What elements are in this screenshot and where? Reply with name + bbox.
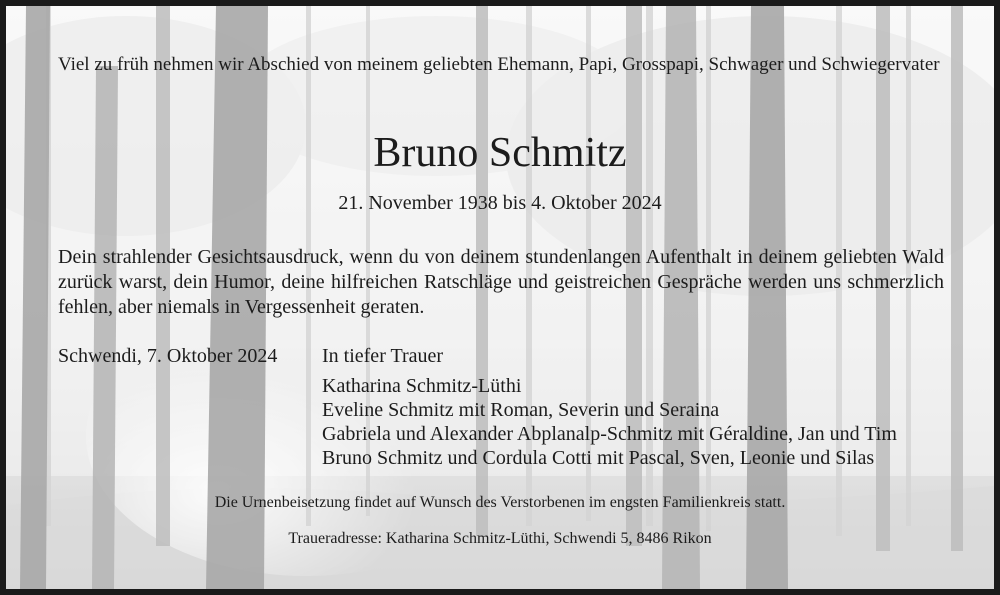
- mourning-address: Traueradresse: Katharina Schmitz-Lüthi, Schwendi 5, 8486 Rikon: [288, 530, 712, 547]
- mourning-heading: In tiefer Trauer: [322, 345, 444, 367]
- intro-text: Viel zu früh nehmen wir Abschied von meinem geliebten Ehemann, Papi, Grosspapi, Schwager und Schwiegervater: [58, 54, 940, 75]
- deceased-name: Bruno Schmitz: [373, 130, 627, 176]
- mourner-entry: Eveline Schmitz mit Roman, Severin und Seraina: [322, 399, 720, 421]
- life-dates: 21. November 1938 bis 4. Oktober 2024: [338, 192, 662, 214]
- mourner-entry: Gabriela und Alexander Abplanalp-Schmitz mit Géraldine, Jan und Tim: [322, 423, 897, 445]
- place-and-date: Schwendi, 7. Oktober 2024: [58, 345, 278, 367]
- mourners-list: [322, 344, 897, 470]
- tribute-text: Dein strahlender Gesichtsausdruck, wenn du von deinem stundenlangen Aufenthalt in deinem geliebten Wald zurück warst, dein Humor, deine hilfreichen Ratschläge und geistreichen Gespräche werden uns schmerzlich fehlen, aber niemals in Vergessenheit geraten.: [58, 246, 944, 318]
- mourner-entry: Katharina Schmitz-Lüthi: [322, 375, 522, 397]
- funeral-note: Die Urnenbeisetzung findet auf Wunsch des Verstorbenen im engsten Familienkreis statt.: [214, 494, 786, 511]
- notice-content: [6, 6, 994, 589]
- mourner-entry: Bruno Schmitz und Cordula Cotti mit Pascal, Sven, Leonie und Silas: [322, 447, 875, 469]
